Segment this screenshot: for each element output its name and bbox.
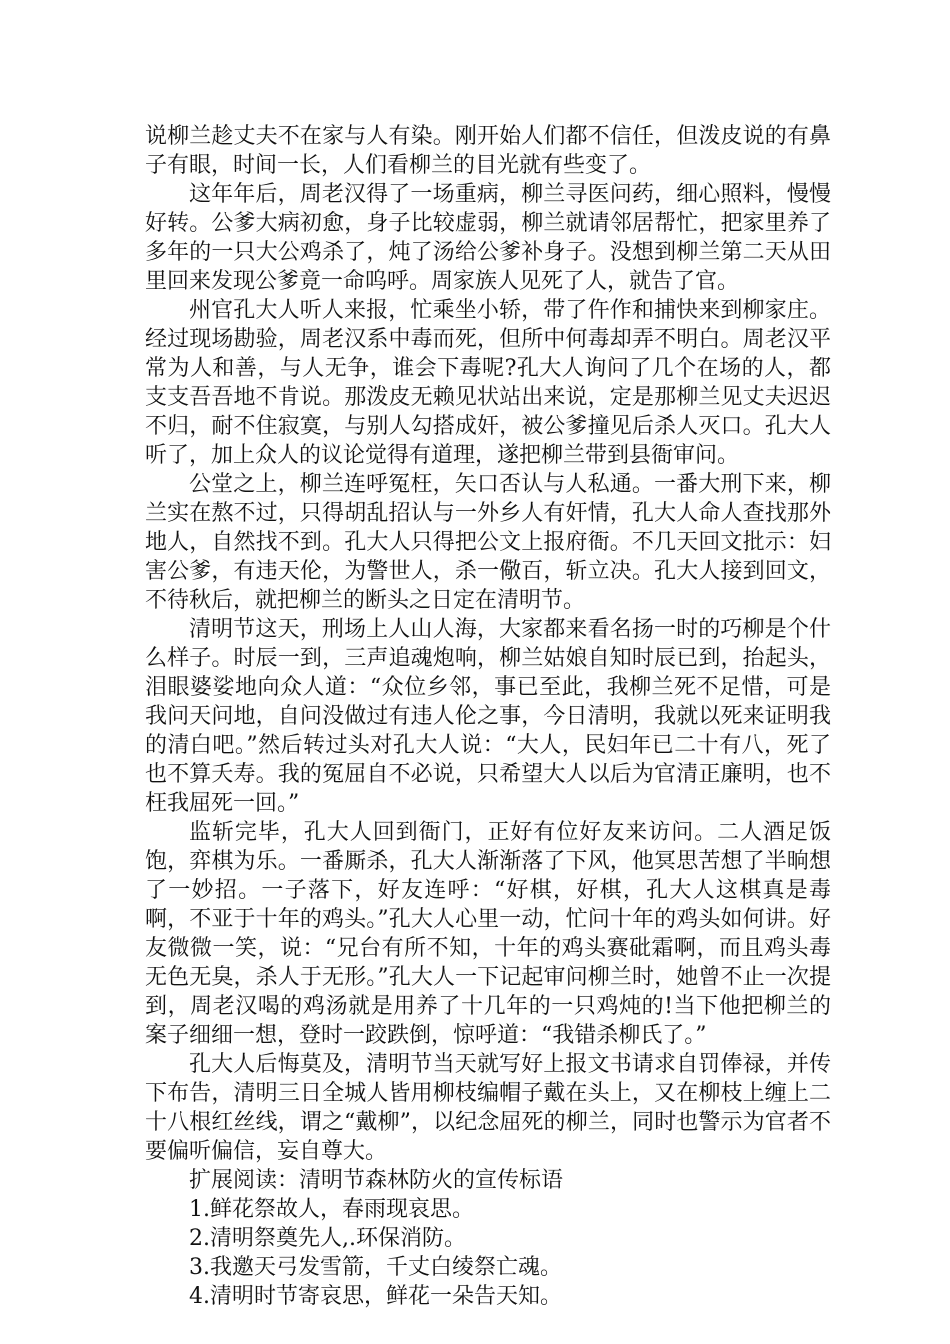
extended-reading-heading: 扩展阅读：清明节森林防火的宣传标语 (189, 1168, 564, 1193)
paragraph-5: 清明节这天，刑场上人山人海，大家都来看名扬一时的巧柳是个什么样子。时辰一到，三声追魂炮响，柳兰姑娘自知时辰已到，抬起头，泪眼婆娑地向众人道：“众位乡邻，事已至此，我柳兰死不足惜，可是我问天问地，自问没做过有违人伦之事，今日清明，我就以死来证明我的清白吧。”然后转过头对孔大人说：“大人，民妇年已二十有八，死了也不算夭寿。我的冤屈自不必说，只希望大人以后为官清正廉明，也不枉我屈死一回。” (145, 617, 831, 816)
document-body (145, 122, 831, 1311)
paragraph-6: 监斩完毕，孔大人回到衙门，正好有位好友来访问。二人酒足饭饱，弈棋为乐。一番厮杀，孔大人渐渐落了下风，他冥思苦想了半晌想了一妙招。一子落下，好友连呼：“好棋，好棋，孔大人这棋真是毒啊，不亚于十年的鸡头。”孔大人心里一动，忙问十年的鸡头如何讲。好友微微一笑，说：“兄台有所不知，十年的鸡头赛砒霜啊，而且鸡头毒无色无臭，杀人于无形。”孔大人一下记起审问柳兰时，她曾不止一次提到，周老汉喝的鸡汤就是用养了十几年的一只鸡炖的!当下他把柳兰的案子细细一想，登时一跤跌倒，惊呼道：“我错杀柳氏了。” (145, 820, 831, 1048)
paragraph-3: 州官孔大人听人来报，忙乘坐小轿，带了仵作和捕快来到柳家庄。经过现场勘验，周老汉系中毒而死，但所中何毒却弄不明白。周老汉平常为人和善，与人无争，谁会下毒呢?孔大人询问了几个在场的人，都支支吾吾地不肯说。那泼皮无赖见状站出来说，定是那柳兰见丈夫迟迟不归，耐不住寂寞，与别人勾搭成奸，被公爹撞见后杀人灭口。孔大人听了，加上众人的议论觉得有道理，遂把柳兰带到县衙审问。 (145, 298, 831, 468)
paragraph-7: 孔大人后悔莫及，清明节当天就写好上报文书请求自罚俸禄，并传下布告，清明三日全城人皆用柳枝编帽子戴在头上，又在柳枝上缠上二十八根红丝线，谓之“戴柳”，以纪念屈死的柳兰，同时也警示为官者不要偏听偏信，妄自尊大。 (145, 1052, 831, 1164)
slogan-item-3: 3.我邀天弓发雪箭，千丈白绫祭亡魂。 (189, 1255, 562, 1280)
slogan-item-2: 2.清明祭奠先人,.环保消防。 (189, 1226, 466, 1251)
paragraph-1: 说柳兰趁丈夫不在家与人有染。刚开始人们都不信任，但泼皮说的有鼻子有眼，时间一长，人们看柳兰的目光就有些变了。 (145, 124, 831, 178)
paragraph-4: 公堂之上，柳兰连呼冤枉，矢口否认与人私通。一番大刑下来，柳兰实在熬不过，只得胡乱招认与一外乡人有奸情，孔大人命人查找那外地人，自然找不到。孔大人只得把公文上报府衙。不几天回文批示：妇害公爹，有违天伦，为警世人，杀一儆百，斩立决。孔大人接到回文，不待秋后，就把柳兰的断头之日定在清明节。 (145, 472, 831, 613)
paragraph-2: 这年年后，周老汉得了一场重病，柳兰寻医问药，细心照料，慢慢好转。公爹大病初愈，身子比较虚弱，柳兰就请邻居帮忙，把家里养了多年的一只大公鸡杀了，炖了汤给公爹补身子。没想到柳兰第二天从田里回来发现公爹竟一命呜呼。周家族人见死了人，就告了官。 (145, 182, 831, 294)
slogan-item-1: 1.鲜花祭故人，春雨现哀思。 (189, 1197, 474, 1222)
slogan-item-4: 4.清明时节寄哀思，鲜花一朵告天知。 (189, 1284, 562, 1309)
